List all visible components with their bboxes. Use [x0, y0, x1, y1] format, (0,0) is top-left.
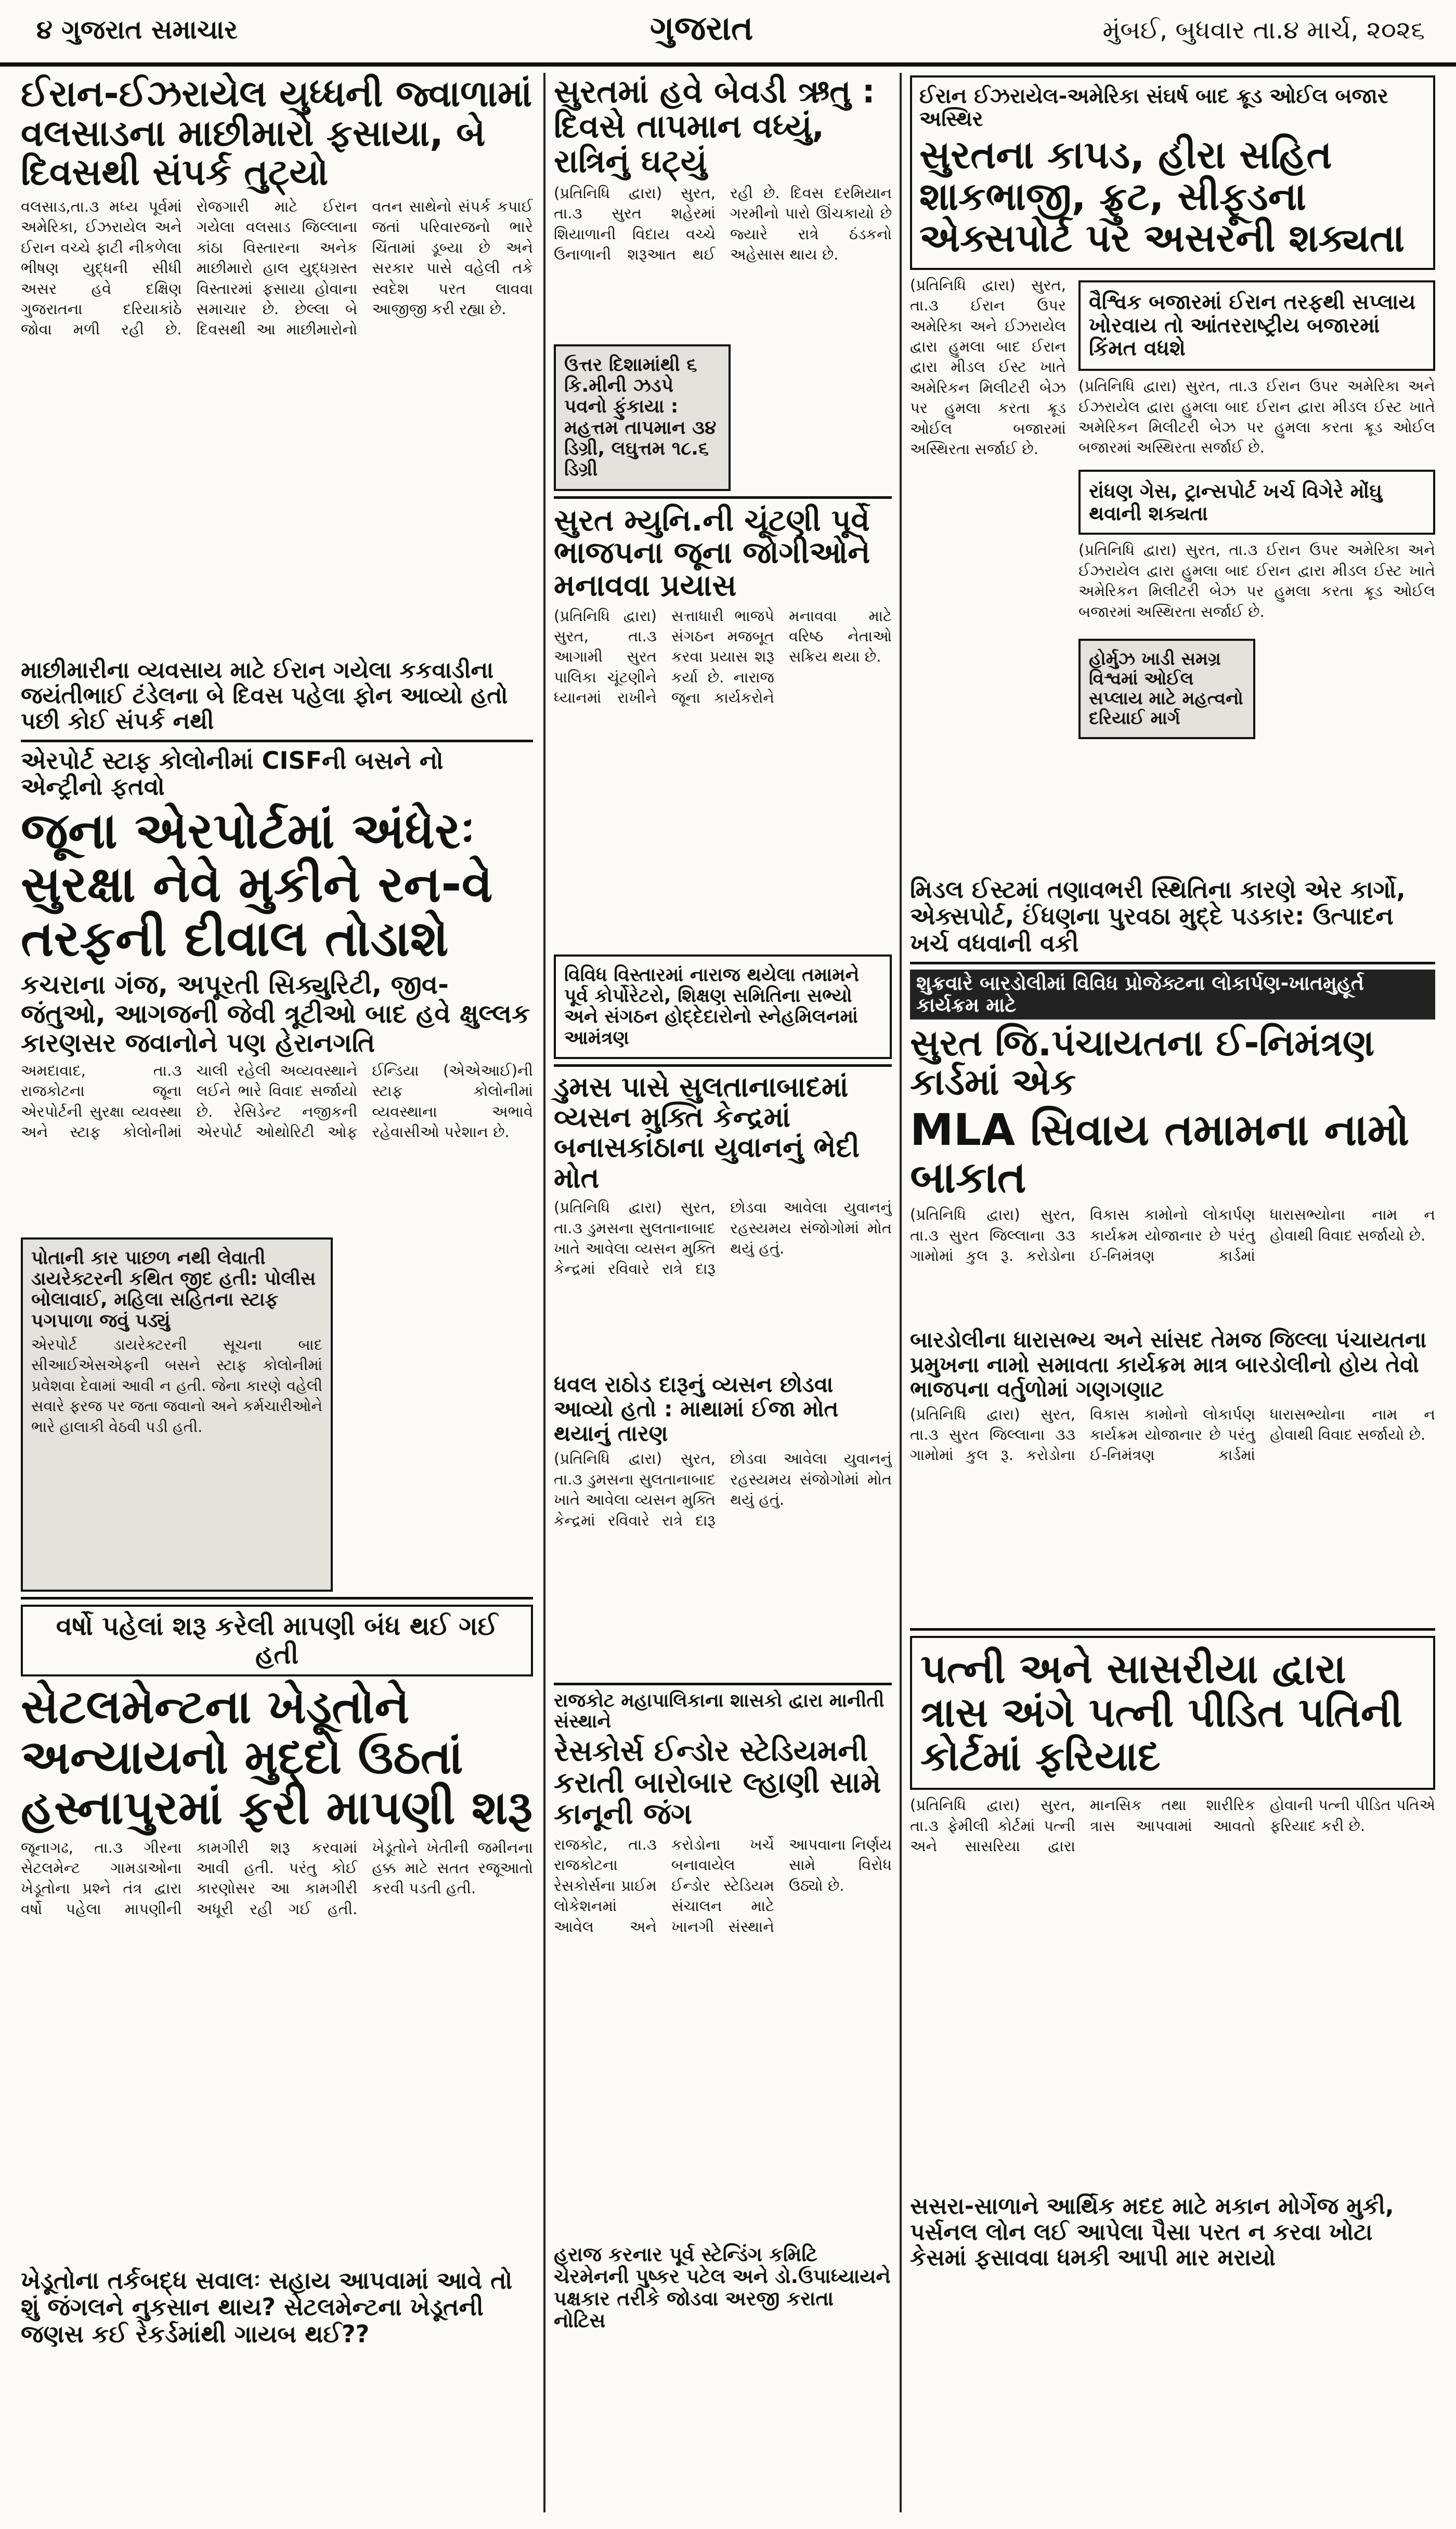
article-sidebar [1078, 275, 1435, 873]
article-headline: પત્ની અને સાસરીયા દ્વારા ત્રાસ અંગે પત્ની પીડિત પતિની કોર્ટમાં ફરિયાદ [920, 1645, 1403, 1780]
article-headline: MLA સિવાય તમામના નામો બાકાત [910, 1104, 1410, 1203]
article-body [554, 183, 892, 339]
page-header [0, 0, 1456, 67]
article-body [554, 1197, 892, 1369]
article-text: જૂનાગઢ, તા.૩ ગીરના સેટલમેન્ટ ગામડાઓના ખેડૂતોના પ્રશ્ને તંત્ર દ્વારા વર્ષો પહેલા માપણીની કામગીરી શરૂ કરવામાં આવી હતી. પરંતુ કોઈ કારણોસર આ કામગીરી અધૂરી રહી ગઈ હતી. ખેડૂતોને ખેતીની જમીનના હક્ક માટે સતત રજૂઆતો કરવી પડતી હતી. [21, 1838, 533, 1918]
divider [554, 1064, 892, 1067]
article-footer-headline: મિડલ ઈસ્ટમાં તણાવભરી સ્થિતિના કારણે એર કાર્ગો, એક્સપોર્ટ, ઈંધણના પુરવઠા મુદ્દે પડકાર: ઉત્પાદન ખર્ચ વધવાની વકી [910, 875, 1406, 957]
article-kicker: રાજકોટ મહાપાલિકાના શાસકો દ્વારા માનીતી સંસ્થાને [554, 1690, 885, 1732]
article-body [21, 197, 533, 654]
divider [554, 1683, 892, 1685]
article-text: (પ્રતિનિધિ દ્વારા) સુરત, તા.૩ ઈરાન ઉપર અમેરિકા અને ઈઝરાયેલ દ્વારા હુમલા બાદ ઈરાન દ્વારા મીડલ ઈસ્ટ ખાતે અમેરિકન મિલીટરી બેઝ પર હુમલા કરતા ક્રૂડ ઓઈલ બજારમાં અસ્થિરતા સર્જાઈ છે. [910, 276, 1066, 458]
article-body [910, 1404, 1435, 1623]
highlight-box [1078, 639, 1255, 739]
article-kicker: શુક્રવારે બારડોલીમાં વિવિધ પ્રોજેક્ટના લોકાર્પણ-ખાતમુહૂર્ત કાર્યક્રમ માટે [910, 970, 1435, 1020]
article-subhead: બારડોલીના ધારાસભ્ય અને સાંસદ તેમજ જિલ્લા પંચાયતના પ્રમુખના નામો સમાવતા કાર્યક્રમ માત્ર બારડોલીનો હોય તેવો ભાજપના વર્તુળોમાં ગણગણાટ [910, 1327, 1427, 1402]
column-divider [900, 73, 902, 2512]
article-text: (પ્રતિનિધિ દ્વારા) સુરત, તા.૩ સુરત જિલ્લાના ૩૩ ગામોમાં કુલ રૂ. કરોડોના વિકાસ કામોનો લોકાર્પણ કાર્યક્રમ યોજાનાર છે પરંતુ ઈ-નિમંત્રણ કાર્ડમાં ધારાસભ્યોના નામ ન હોવાથી વિવાદ સર્જાયો છે. [910, 1206, 1435, 1265]
article-headline: સુરત જિ.પંચાયતના ઈ-નિમંત્રણ કાર્ડમાં એક [910, 1021, 1374, 1104]
article-body [21, 1061, 533, 1232]
highlight-text: વૈશ્વિક બજારમાં ઈરાન તરફથી સપ્લાય ખોરવાય તો આંતરરાષ્ટ્રીય બજારમાં કિંમત વધશે [1089, 290, 1416, 361]
article-headline: સુરત મ્યુનિ.ની ચૂંટણી પૂર્વે ભાજપના જૂના જોગીઓને મનાવવા પ્રયાસ [554, 502, 870, 603]
highlight-box [554, 954, 892, 1059]
article-text: (પ્રતિનિધિ દ્વારા) સુરત, તા.૩ ફેમીલી કોર્ટમાં પત્ની અને સાસરિયા દ્વારા માનસિક તથા શારીરિક ત્રાસ આપવામાં આવતો હોવાની પત્ની પીડિત પતિએ ફરિયાદ કરી છે. [910, 1796, 1435, 1855]
article-headline-box [910, 1636, 1435, 1790]
box-body [31, 1335, 322, 1584]
article-text: (પ્રતિનિધિ દ્વારા) સુરત, તા.૩ સુરત જિલ્લાના ૩૩ ગામોમાં કુલ રૂ. કરોડોના વિકાસ કામોનો લોકાર્પણ કાર્યક્રમ યોજાનાર છે પરંતુ ઈ-નિમંત્રણ કાર્ડમાં ધારાસભ્યોના નામ ન હોવાથી વિવાદ સર્જાયો છે. [910, 1405, 1435, 1464]
article-body [910, 275, 1066, 873]
highlight-box [554, 344, 731, 491]
article-text: વલસાડ,તા.૩ મધ્ય પૂર્વમાં અમેરિકા, ઈઝરાયેલ અને ઈરાન વચ્ચે ફાટી નીકળેલા ભીષણ યુદ્ધની સીધી અસર હવે દક્ષિણ ગુજરાતના દરિયાકાંઠે જોવા મળી રહી છે. રોજગારી માટે ઈરાન ગયેલા વલસાડ જિલ્લાના કાંઠા વિસ્તારના અનેક માછીમારો હાલ યુદ્ધગ્રસ્ત વિસ્તારમાં ફસાયા હોવાના સમાચાર છે. છેલ્લા બે દિવસથી આ માછીમારોનો વતન સાથેનો સંપર્ક કપાઈ જતાં પરિવારજનો ભારે ચિંતામાં ડૂબ્યા છે અને સરકાર પાસે વહેલી તકે સ્વદેશ પરત લાવવા આજીજી કરી રહ્યા છે. [21, 197, 533, 339]
page-number-label: ૪ ગુજરાત સમાચાર [36, 15, 238, 45]
article-footer-headline: હરાજ કરનાર પૂર્વ સ્ટેન્ડિંગ કમિટિ ચેરમેનની પુષ્કર પટેલ અને ડો.ઉપાધ્યાયને પક્ષકાર તરીકે જોડવા અરજી કરાતા નોટિસ [554, 2242, 891, 2332]
article-kicker-box [910, 75, 1435, 270]
section-title: ગુજરાત [650, 9, 753, 48]
article-text: અમદાવાદ, તા.૩ રાજકોટના જૂના એરપોર્ટની સુરક્ષા વ્યવસ્થા અને સ્ટાફ કોલોનીમાં ચાલી રહેલી અવ્યવસ્થાને લઈને ભારે વિવાદ સર્જાયો છે. રેસિડેન્ટ નજીકની એરપોર્ટ ઓથોરિટી ઓફ ઈન્ડિયા (એએઆઈ)ની સ્ટાફ કોલોનીમાં વ્યવસ્થાના અભાવે રહેવાસીઓ પરેશાન છે. [21, 1061, 533, 1141]
article-subhead: ધવલ રાઠોડ દારૂનું વ્યસન છોડવા આવ્યો હતો : માથામાં ઈજા મોત થયાનું તારણ [554, 1372, 839, 1447]
article-text: (પ્રતિનિધિ દ્વારા) સુરત, તા.૩ સુરત શહેરમાં શિયાળાની વિદાય વચ્ચે ઉનાળાની શરૂઆત થઈ રહી છે. દિવસ દરમિયાન ગરમીનો પારો ઊંચકાયો છે જ્યારે રાત્રે ઠંડકનો અહેસાસ થાય છે. [554, 184, 892, 264]
article-footer-headline: ખેડૂતોના તર્કબદ્ધ સવાલઃ સહાય આપવામાં આવે તો શું જંગલને નુકસાન થાય? સેટલમેન્ટના ખેડૂતની જણસ કઈ રેકર્ડમાંથી ગાયબ થઈ?? [21, 2266, 513, 2348]
divider [21, 740, 533, 742]
article-subhead: કચરાના ગંજ, અપૂરતી સિક્યુરિટી, જીવ-જંતુઓ, આગજની જેવી ત્રૂટીઓ બાદ હવે ક્ષુલ્લક કારણસર જવાનોને પણ હેરાનગતિ [21, 969, 530, 1058]
highlight-text: વિવિધ વિસ્તારમાં નારાજ થયેલા તમામને પૂર્વ કોર્પોરેટરો, શિક્ષણ સમિતિના સભ્યો અને સંગઠન હોદ્દેદારોનો સ્નેહમિલનમાં આમંત્રણ [564, 964, 860, 1049]
divider [910, 962, 1435, 964]
column-right [910, 70, 1435, 2274]
article-body [554, 1835, 892, 2240]
article-headline: ડુમસ પાસે સુલતાનાબાદમાં વ્યસન મુક્તિ કેન્દ્રમાં બનાસકાંઠાના યુવાનનું ભેદી મોત [554, 1070, 860, 1194]
article-body [1078, 540, 1435, 634]
article-subhead: માછીમારીના વ્યવસાય માટે ઈરાન ગયેલા કકવાડીના જયંતીભાઈ ટંડેલના બે દિવસ પહેલા ફોન આવ્યો હતો પછી કોઈ સંપર્ક નથી [21, 656, 508, 735]
article-text: (પ્રતિનિધિ દ્વારા) સુરત, તા.૩ ઈરાન ઉપર અમેરિકા અને ઈઝરાયેલ દ્વારા હુમલા બાદ ઈરાન દ્વારા મીડલ ઈસ્ટ ખાતે અમેરિકન મિલીટરી બેઝ પર હુમલા કરતા ક્રૂડ ઓઈલ બજારમાં અસ્થિરતા સર્જાઈ છે. [1078, 541, 1435, 621]
article-headline: જૂના એરપોર્ટમાં અંધેરઃ સુરક્ષા નેવે મુકીને રન-વે તરફની દીવાલ તોડાશે [21, 801, 493, 968]
article-footer-headline: સસરા-સાળાને આર્થિક મદદ માટે મકાન મોર્ગેજ મુકી, પર્સનલ લોન લઈ આપેલા પૈસા પરત ન કરવા ખોટા કેસમાં ફસાવવા ધમકી આપી માર મરાયો [910, 2193, 1394, 2271]
article-body [1078, 376, 1435, 464]
box-heading: પોતાની કાર પાછળ નથી લેવાતી ડાયરેક્ટરની કથિત જીદ હતી: પોલીસ બોલાવાઈ, મહિલા સહિતના સ્ટાફ પગપાળા જવું પડ્યું [31, 1247, 316, 1332]
article-headline: સુરતના કાપડ, હીરા સહિત શાકભાજી, ફ્રુટ, સીફૂડના એક્સપોર્ટ પર અસરની શક્યતા [919, 133, 1405, 261]
divider [910, 1628, 1435, 1631]
article-kicker: ઈરાન ઈઝરાયેલ-અમેરિકા સંઘર્ષ બાદ ક્રૂડ ઓઈલ બજાર અસ્થિર [919, 84, 1388, 131]
article-text: (પ્રતિનિધિ દ્વારા) સુરત, તા.૩ ઈરાન ઉપર અમેરિકા અને ઈઝરાયેલ દ્વારા હુમલા બાદ ઈરાન દ્વારા મીડલ ઈસ્ટ ખાતે અમેરિકન મિલીટરી બેઝ પર હુમલા કરતા ક્રૂડ ઓઈલ બજારમાં અસ્થિરતા સર્જાઈ છે. [1078, 377, 1435, 457]
article-text: (પ્રતિનિધિ દ્વારા) સુરત, તા.૩ આગામી સુરત પાલિકા ચૂંટણીને ધ્યાનમાં રાખીને સત્તાધારી ભાજપે સંગઠન મજબૂત કરવા પ્રયાસ શરૂ કર્યા છે. નારાજ જૂના કાર્યકરોને મનાવવા માટે વરિષ્ઠ નેતાઓ સક્રિય થયા છે. [554, 607, 892, 707]
article-body [910, 1795, 1435, 2190]
divider [554, 496, 892, 499]
article-headline: સુરતમાં હવે બેવડી ઋતુ : દિવસે તાપમાન વધ્યું, રાત્રિનું ઘટ્યું [554, 72, 875, 180]
dateline: મુંબઈ, બુધવાર તા.૪ માર્ચ, ૨૦૨૬ [1102, 16, 1425, 45]
article-text: (પ્રતિનિધિ દ્વારા) સુરત, તા.૩ ડુમસના સુલતાનાબાદ ખાતે આવેલા વ્યસન મુક્તિ કેન્દ્રમાં રવિવારે રાત્રે દારૂ છોડવા આવેલા યુવાનનું રહસ્યમય સંજોગોમાં મોત થયું હતું. [554, 1450, 892, 1529]
article-kicker-box [21, 1605, 533, 1676]
info-box [21, 1237, 333, 1592]
column-divider [543, 73, 545, 2512]
article-body [554, 606, 892, 949]
article-body [554, 1449, 892, 1678]
column-left [21, 70, 533, 2351]
article-text: રાજકોટ, તા.૩ રાજકોટના રેસકોર્સના પ્રાઈમ લોકેશનમાં આવેલ અને કરોડોના ખર્ચે બનાવાયેલ ઈન્ડોર સ્ટેડિયમ સંચાલન માટે ખાનગી સંસ્થાને આપવાના નિર્ણય સામે વિરોધ ઉઠ્યો છે. [554, 1835, 892, 1936]
article-headline: ઈરાન-ઈઝરાયેલ યુધ્ધની જ્વાળામાં વલસાડના માછીમારો ફસાયા, બે દિવસથી સંપર્ક તુટ્યો [21, 72, 532, 194]
highlight-text: રાંધણ ગેસ, ટ્રાન્સપોર્ટ ખર્ચ વિગેરે મોંઘુ થવાની શક્યતા [1089, 480, 1382, 525]
article-kicker: એરપોર્ટ સ્ટાફ કોલોનીમાં CISFની બસને નો એન્ટ્રીનો ફતવો [21, 746, 444, 801]
article-body [21, 1838, 533, 2264]
article-layout [910, 275, 1435, 873]
article-headline: રેસકોર્સ ઈન્ડોર સ્ટેડિયમની કરાતી બારોબાર લ્હાણી સામે કાનૂની જંગ [554, 1734, 881, 1831]
article-kicker: વર્ષો પહેલાં શરૂ કરેલી માપણી બંધ થઈ ગઈ હતી [56, 1611, 498, 1670]
highlight-box [1078, 280, 1435, 371]
article-text: (પ્રતિનિધિ દ્વારા) સુરત, તા.૩ ડુમસના સુલતાનાબાદ ખાતે આવેલા વ્યસન મુક્તિ કેન્દ્રમાં રવિવારે રાત્રે દારૂ છોડવા આવેલા યુવાનનું રહસ્યમય સંજોગોમાં મોત થયું હતું. [554, 1198, 892, 1278]
highlight-text: હોર્મુઝ ખાડી સમગ્ર વિશ્વમાં ઓઈલ સપ્લાય માટે મહત્વનો દરિયાઈ માર્ગ [1089, 649, 1243, 729]
article-body [910, 1205, 1435, 1324]
article-text: એરપોર્ટ ડાયરેક્ટરની સૂચના બાદ સીઆઈએસએફની બસને સ્ટાફ કોલોનીમાં પ્રવેશવા દેવામાં આવી ન હતી. જેના કારણે વહેલી સવારે ફરજ પર જતા જવાનો અને કર્મચારીઓને ભારે હાલાકી વેઠવી પડી હતી. [31, 1336, 322, 1436]
highlight-box [1078, 470, 1435, 535]
divider [21, 1597, 533, 1599]
article-headline: સેટલમેન્ટના ખેડૂતોને અન્યાયનો મુદ્દો ઉઠતાં હસ્નાપુરમાં ફરી માપણી શરૂ [21, 1680, 533, 1836]
column-middle [554, 70, 892, 2335]
highlight-text: ઉત્તર દિશામાંથી ૬ કિ.મીની ઝડપે પવનો ફુંકાયા : મહત્તમ તાપમાન ૩૪ ડિગ્રી, લઘુત્તમ ૧૮.૬ ડિગ્રી [564, 354, 717, 481]
